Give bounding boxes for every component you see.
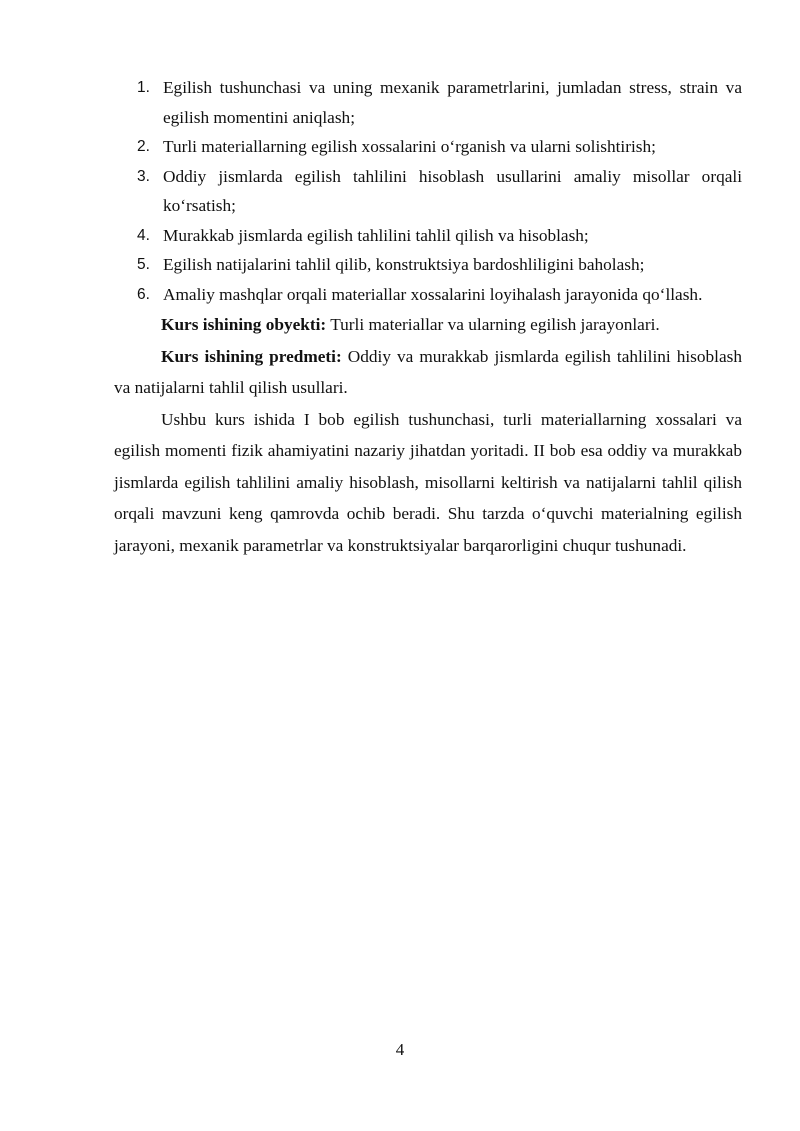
list-item-text: Egilish tushunchasi va uning mexanik parametrlarini, jumladan stress, strain va egilish momentini aniqlash; [163, 78, 742, 127]
list-item-number: 2. [137, 138, 150, 155]
list-item-text: Turli materiallarning egilish xossalarini o‘rganish va ularni solishtirish; [163, 137, 656, 156]
list-item [114, 250, 742, 280]
list-item-number: 1. [137, 79, 150, 96]
list-item [114, 221, 742, 251]
list-item-number: 6. [137, 285, 150, 303]
list-item-number: 4. [137, 226, 150, 244]
list-item-number: 3. [137, 167, 150, 185]
objectives-list [114, 73, 742, 309]
page-number: 4 [395, 1040, 405, 1059]
list-item [114, 280, 742, 310]
summary-paragraph: Ushbu kurs ishida I bob egilish tushunchasi, turli materiallarning xossalari va egilish momenti fizik ahamiyatini nazariy jihatdan yoritadi. II bob esa oddiy va murakkab jismlarda egilish tahlilini amaliy hisoblash, misollarni keltirish va natijalarni tahlil qilish orqali mavzuni keng qamrovda ochib beradi. Shu tarzda o‘quvchi materialning egilish jarayoni, mexanik parametrlar va konstruktsiyalar barqarorligini chuqur tushunadi. [114, 409, 742, 555]
course-object-label: Kurs ishining obyekti: [161, 315, 327, 334]
document-page [114, 73, 742, 561]
list-item-text: Oddiy jismlarda egilish tahlilini hisoblash usullarini amaliy misollar orqali ko‘rsatish; [163, 166, 742, 215]
course-object-paragraph [114, 309, 742, 341]
course-subject-paragraph [114, 341, 742, 404]
course-object-text: Turli materiallar va ularning egilish jarayonlari. [326, 315, 660, 334]
list-item-text: Amaliy mashqlar orqali materiallar xossalarini loyihalash jarayonida qo‘llash. [163, 284, 703, 304]
list-item [114, 162, 742, 221]
list-item-number: 5. [137, 256, 150, 273]
list-item [114, 73, 742, 132]
course-subject-text: Oddiy va murakkab jismlarda egilish tahlilini hisoblash va natijalarni tahlil qilish usullari. [114, 346, 742, 397]
list-item-text: Murakkab jismlarda egilish tahlilini tahlil qilish va hisoblash; [163, 225, 589, 245]
list-item-text: Egilish natijalarini tahlil qilib, konstruktsiya bardoshliligini baholash; [163, 255, 645, 274]
course-subject-label: Kurs ishining predmeti: [161, 346, 342, 366]
list-item [114, 132, 742, 162]
